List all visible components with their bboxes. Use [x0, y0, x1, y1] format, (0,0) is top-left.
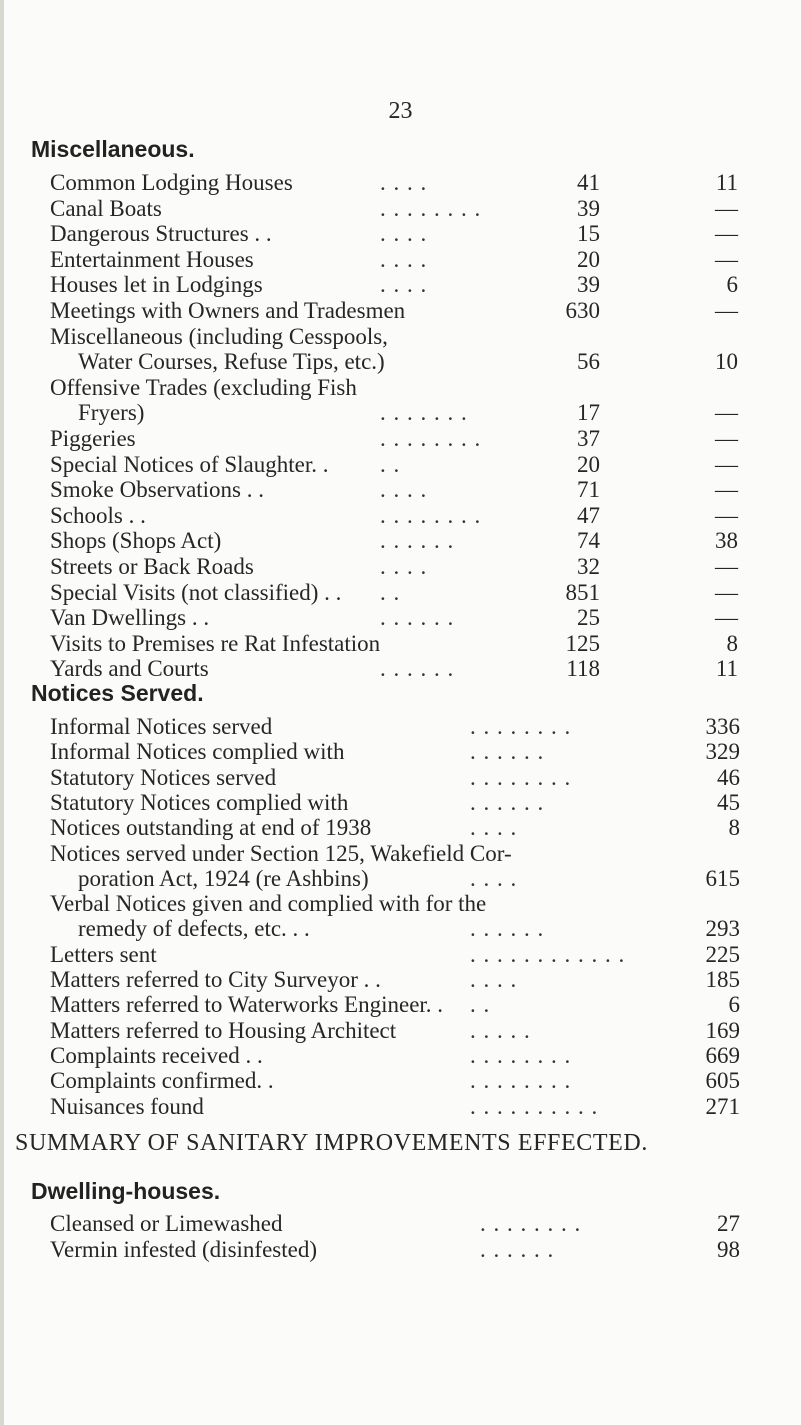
- count-value-secondary: 11: [715, 170, 738, 195]
- row-label: Letters sent: [50, 942, 157, 967]
- table-row: [78, 866, 742, 892]
- leader-dots: . . . . . . . . . .: [470, 1094, 599, 1119]
- table-row: [78, 916, 742, 942]
- row-label: Notices served under Section 125, Wakefield Cor-: [50, 841, 512, 866]
- row-label: Informal Notices complied with: [50, 739, 345, 764]
- table-row: [50, 992, 742, 1018]
- leader-dots: . . . . . . . .: [380, 503, 482, 528]
- page-number: 23: [388, 98, 413, 124]
- leader-dots: . . . . . .: [470, 916, 545, 941]
- count-value: 56: [577, 349, 600, 374]
- count-value-secondary: —: [715, 554, 738, 579]
- table-row: [50, 298, 740, 324]
- table-row: [78, 400, 740, 426]
- leader-dots: . . . .: [470, 815, 518, 840]
- table-row: [50, 841, 742, 867]
- table-row: [50, 247, 740, 273]
- count-value: 39: [577, 196, 600, 221]
- leader-dots: . . . . . .: [380, 656, 455, 681]
- count-value: 329: [705, 739, 740, 764]
- row-label: Dangerous Structures . .: [50, 221, 272, 246]
- row-label: Statutory Notices complied with: [50, 790, 349, 815]
- count-value: 669: [705, 1043, 740, 1068]
- count-value: 45: [717, 790, 740, 815]
- leader-dots: . . . . . . . .: [470, 1043, 572, 1068]
- table-row: [50, 580, 740, 606]
- leader-dots: . . . . . . . .: [380, 196, 482, 221]
- count-value: 851: [565, 580, 600, 605]
- leader-dots: . . . . .: [470, 1018, 531, 1043]
- count-value: 169: [705, 1018, 740, 1043]
- leader-dots: . . . .: [380, 272, 428, 297]
- table-row: [50, 942, 742, 968]
- table-row: [50, 605, 740, 631]
- table-row: [50, 375, 740, 401]
- count-value-secondary: 11: [715, 656, 738, 681]
- count-value-secondary: —: [715, 452, 738, 477]
- row-label: Miscellaneous (including Cesspools,: [50, 324, 388, 349]
- leader-dots: . .: [380, 452, 401, 477]
- table-row: [50, 272, 740, 298]
- row-label: Schools . .: [50, 503, 146, 528]
- leader-dots: . . . .: [380, 247, 428, 272]
- count-value: 47: [577, 503, 600, 528]
- count-value: 605: [705, 1068, 740, 1093]
- table-row: [50, 1018, 742, 1044]
- leader-dots: . . . . . . . .: [470, 714, 572, 739]
- row-label: Cleansed or Limewashed: [50, 1211, 283, 1236]
- count-value-secondary: 38: [715, 528, 738, 553]
- row-label: Visits to Premises re Rat Infestation: [50, 631, 381, 656]
- leader-dots: . . . . . .: [470, 790, 545, 815]
- count-value-secondary: —: [715, 221, 738, 246]
- table-row: [50, 477, 740, 503]
- row-label: Notices outstanding at end of 1938: [50, 815, 372, 840]
- table-row: [50, 790, 742, 816]
- row-label: Fryers): [78, 400, 145, 425]
- table-row: [50, 324, 740, 350]
- notices-heading: Notices Served.: [31, 680, 204, 706]
- row-label: Water Courses, Refuse Tips, etc.): [78, 349, 385, 374]
- count-value: 225: [705, 942, 740, 967]
- table-row: [50, 554, 740, 580]
- leader-dots: . . . . . .: [470, 739, 545, 764]
- count-value: 71: [577, 477, 600, 502]
- page-edge: [0, 0, 4, 1425]
- row-label: Meetings with Owners and Tradesmen: [50, 298, 406, 323]
- table-row: [50, 1094, 742, 1120]
- row-label: Matters referred to Waterworks Engineer. .: [50, 992, 444, 1017]
- table-row: [50, 631, 740, 657]
- table-row: [50, 221, 740, 247]
- count-value: 336: [705, 714, 740, 739]
- count-value-secondary: —: [715, 477, 738, 502]
- table-row: [50, 815, 742, 841]
- count-value: 74: [577, 528, 600, 553]
- leader-dots: . . . .: [470, 967, 518, 992]
- count-value-secondary: —: [715, 298, 738, 323]
- count-value: 125: [565, 631, 600, 656]
- row-label: Vermin infested (disinfested): [50, 1237, 317, 1262]
- count-value: 41: [577, 170, 600, 195]
- count-value-secondary: —: [715, 580, 738, 605]
- table-row: [50, 1237, 740, 1263]
- row-label: Complaints confirmed. .: [50, 1068, 274, 1093]
- row-label: Offensive Trades (excluding Fish: [50, 375, 357, 400]
- count-value-secondary: 8: [726, 631, 738, 656]
- count-value: 8: [728, 815, 740, 840]
- table-row: [50, 739, 742, 765]
- row-label: Matters referred to Housing Architect: [50, 1018, 397, 1043]
- table-row: [50, 170, 740, 196]
- leader-dots: . . . . . . . .: [470, 765, 572, 790]
- row-label: Smoke Observations . .: [50, 477, 265, 502]
- leader-dots: . . . . . . .: [380, 400, 468, 425]
- count-value: 46: [717, 765, 740, 790]
- row-label: Canal Boats: [50, 196, 162, 221]
- count-value: 20: [577, 452, 600, 477]
- count-value: 118: [566, 656, 600, 681]
- count-value: 271: [705, 1094, 740, 1119]
- count-value: 37: [577, 426, 600, 451]
- count-value-secondary: 10: [715, 349, 738, 374]
- row-label: Special Visits (not classified) . .: [50, 580, 342, 605]
- row-label: Shops (Shops Act): [50, 528, 222, 553]
- row-label: Special Notices of Slaughter. .: [50, 452, 329, 477]
- count-value: 15: [577, 221, 600, 246]
- count-value-secondary: —: [715, 196, 738, 221]
- row-label: Nuisances found: [50, 1094, 204, 1119]
- leader-dots: . . . . . . . .: [470, 1068, 572, 1093]
- count-value: 20: [577, 247, 600, 272]
- count-value-secondary: —: [715, 426, 738, 451]
- row-label: Yards and Courts: [50, 656, 209, 681]
- row-label: Complaints received . .: [50, 1043, 263, 1068]
- count-value: 17: [577, 400, 600, 425]
- table-row: [50, 503, 740, 529]
- count-value: 27: [717, 1211, 740, 1236]
- dwellings-heading: Dwelling-houses.: [31, 1178, 221, 1204]
- table-row: [50, 967, 742, 993]
- table-row: [78, 349, 740, 375]
- count-value-secondary: —: [715, 503, 738, 528]
- table-row: [50, 196, 740, 222]
- leader-dots: . . . .: [380, 221, 428, 246]
- count-value: 98: [717, 1237, 740, 1262]
- row-label: Statutory Notices served: [50, 765, 277, 790]
- row-label: Van Dwellings . .: [50, 605, 210, 630]
- count-value-secondary: —: [715, 400, 738, 425]
- leader-dots: . . . .: [380, 554, 428, 579]
- table-row: [50, 1043, 742, 1069]
- row-label: Houses let in Lodgings: [50, 272, 263, 297]
- leader-dots: . . . . . . . .: [380, 426, 482, 451]
- leader-dots: . . . . . .: [380, 528, 455, 553]
- count-value-secondary: 6: [726, 272, 738, 297]
- count-value-secondary: —: [715, 605, 738, 630]
- count-value: 32: [577, 554, 600, 579]
- table-row: [50, 528, 740, 554]
- miscellaneous-heading: Miscellaneous.: [31, 136, 195, 162]
- count-value: 185: [705, 967, 740, 992]
- table-row: [50, 1211, 740, 1237]
- table-row: [50, 656, 740, 682]
- row-label: Entertainment Houses: [50, 247, 254, 272]
- leader-dots: . . . . . . . .: [480, 1211, 582, 1236]
- row-label: Piggeries: [50, 426, 136, 451]
- row-label: Verbal Notices given and complied with for the: [50, 891, 487, 916]
- table-row: [50, 452, 740, 478]
- count-value-secondary: —: [715, 247, 738, 272]
- table-row: [50, 426, 740, 452]
- row-label: Common Lodging Houses: [50, 170, 293, 195]
- count-value: 615: [705, 866, 740, 891]
- count-value: 25: [577, 605, 600, 630]
- count-value: 293: [705, 916, 740, 941]
- count-value: 630: [565, 298, 600, 323]
- leader-dots: . . . .: [380, 170, 428, 195]
- summary-heading: SUMMARY OF SANITARY IMPROVEMENTS EFFECTED.: [15, 1130, 648, 1156]
- leader-dots: . . . . . .: [380, 605, 455, 630]
- row-label: poration Act, 1924 (re Ashbins): [78, 866, 369, 891]
- row-label: Informal Notices served: [50, 714, 273, 739]
- table-row: [50, 1068, 742, 1094]
- row-label: Streets or Back Roads: [50, 554, 254, 579]
- table-row: [50, 765, 742, 791]
- count-value: 6: [728, 992, 740, 1017]
- leader-dots: . .: [380, 580, 401, 605]
- leader-dots: . .: [470, 992, 491, 1017]
- table-row: [50, 714, 742, 740]
- table-row: [50, 891, 742, 917]
- row-label: Matters referred to City Surveyor . .: [50, 967, 381, 992]
- leader-dots: . . . . . . . . . . . .: [470, 942, 626, 967]
- count-value: 39: [577, 272, 600, 297]
- leader-dots: . . . .: [470, 866, 518, 891]
- row-label: remedy of defects, etc. . .: [78, 916, 310, 941]
- leader-dots: . . . . . .: [480, 1237, 555, 1262]
- leader-dots: . . . .: [380, 477, 428, 502]
